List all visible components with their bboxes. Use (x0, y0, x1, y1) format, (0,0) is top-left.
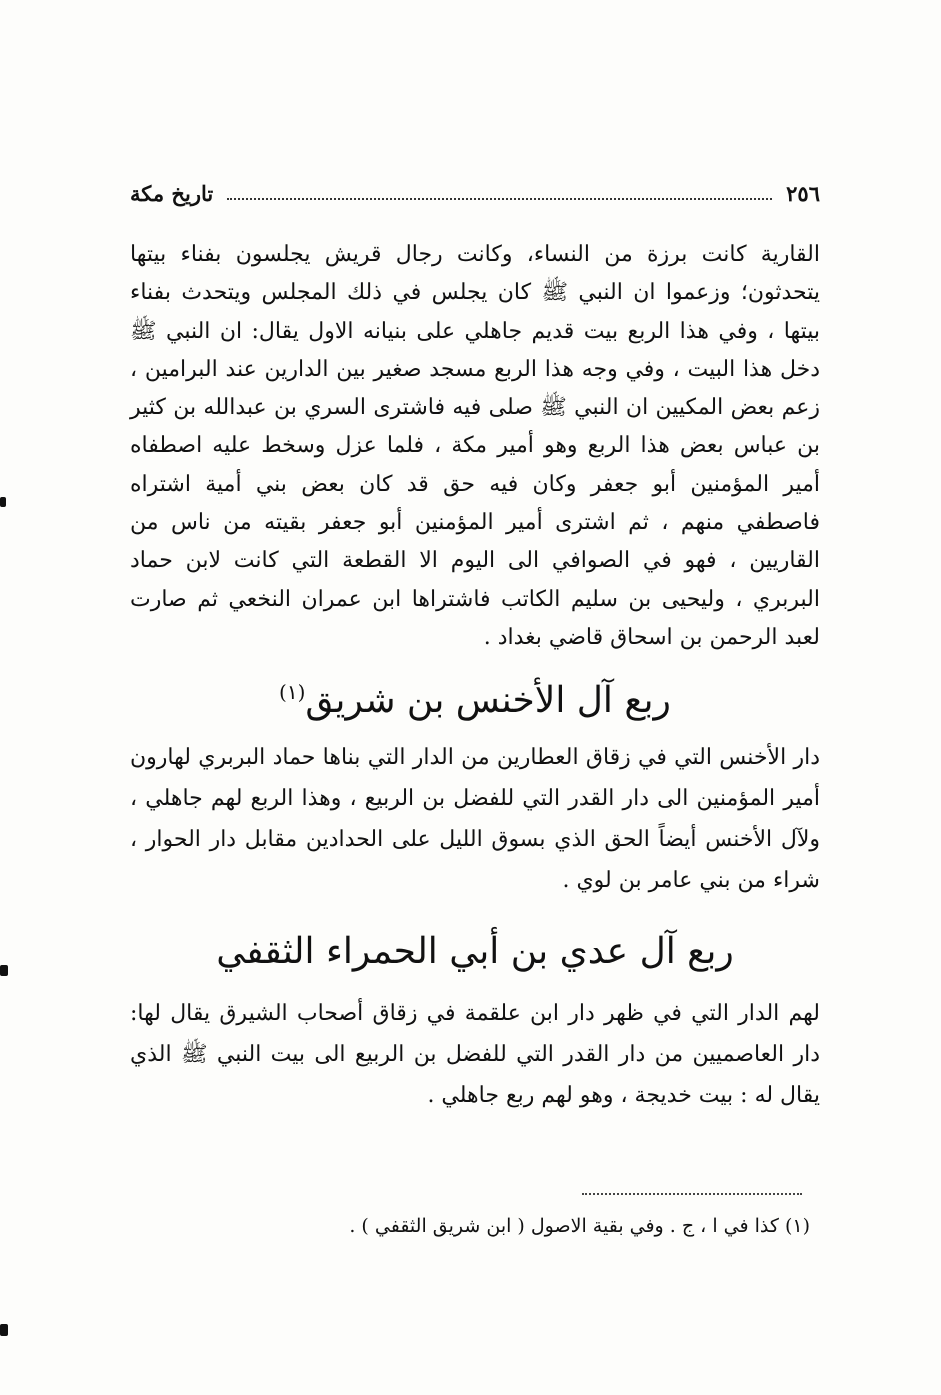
paragraph-text: دار الأخنس التي في زقاق العطارين من الدار التي بناها حماد البربري لهارون أمير المؤمنين الى دار القدر التي للفضل بن الربيع ، وهذا الربع لهم جاهلي ، ولآل الأخنس أيضاً الحق الذي بسوق الليل على الحدادين مقابل دار الحوار ، شراء من بني عامر بن لوي . (130, 745, 820, 893)
section-heading-akhnas (130, 668, 820, 725)
paragraph-2 (130, 737, 820, 901)
header-dotted-leader (227, 186, 772, 200)
footnote-reference: (١) (279, 680, 306, 704)
book-title: تاريخ مكة (130, 180, 214, 206)
heading-text: ربع آل الأخنس بن شريق (305, 680, 671, 721)
paragraph-1 (130, 236, 820, 657)
footnote: (١) كذا في ا ، ج . وفي بقية الاصول ( ابن شريق الثقفي ) . (349, 1215, 810, 1237)
paragraph-text: القارية كانت برزة من النساء، وكانت رجال قريش يجلسون بفناء بيتها يتحدثون؛ وزعموا ان النبي ﷺ كان يجلس في ذلك المجلس ويتحدث بفناء بيتها ، وفي هذا الربع بيت قديم جاهلي على بنيانه الاول يقال: ان النبي ﷺ دخل هذا البيت ، وفي وجه هذا الربع مسجد صغير بين الدارين عند البرامين ، زعم بعض المكيين ان النبي ﷺ صلى فيه فاشترى السري بن عبدالله بن كثير بن عباس بعض هذا الربع وهو أمير مكة ، فلما عزل وسخط عليه اصطفاه أمير المؤمنين أبو جعفر وكان فيه حق قد كان بعض بني أمية اشتراه فاصطفي منهم ، ثم اشترى أمير المؤمنين أبو جعفر بقيته من ناس من القاريين ، فهو في الصوافي الى اليوم الا القطعة التي كانت لابن حماد البربري ، وليحيى بن سليم الكاتب فاشتراها ابن عمران النخعي ثم صارت لعبد الرحمن بن اسحاق قاضي بغداد . (130, 242, 820, 650)
paragraph-3 (130, 993, 820, 1116)
section-heading-adi (130, 928, 820, 976)
heading-text: ربع آل عدي بن أبي الحمراء الثقفي (216, 931, 734, 972)
running-header (130, 178, 820, 208)
scan-artifact-mark (0, 497, 6, 507)
footnote-separator (582, 1193, 802, 1195)
paragraph-text: لهم الدار التي في ظهر دار ابن علقمة في زقاق أصحاب الشيرق يقال لها: دار العاصميين من دار القدر التي للفضل بن الربيع الى بيت النبي ﷺ الذي يقال له : بيت خديجة ، وهو لهم ربع جاهلي . (130, 1001, 820, 1108)
scan-artifact-mark (0, 1324, 8, 1336)
page-number: ٢٥٦ (786, 180, 820, 206)
scan-artifact-mark (0, 965, 8, 976)
